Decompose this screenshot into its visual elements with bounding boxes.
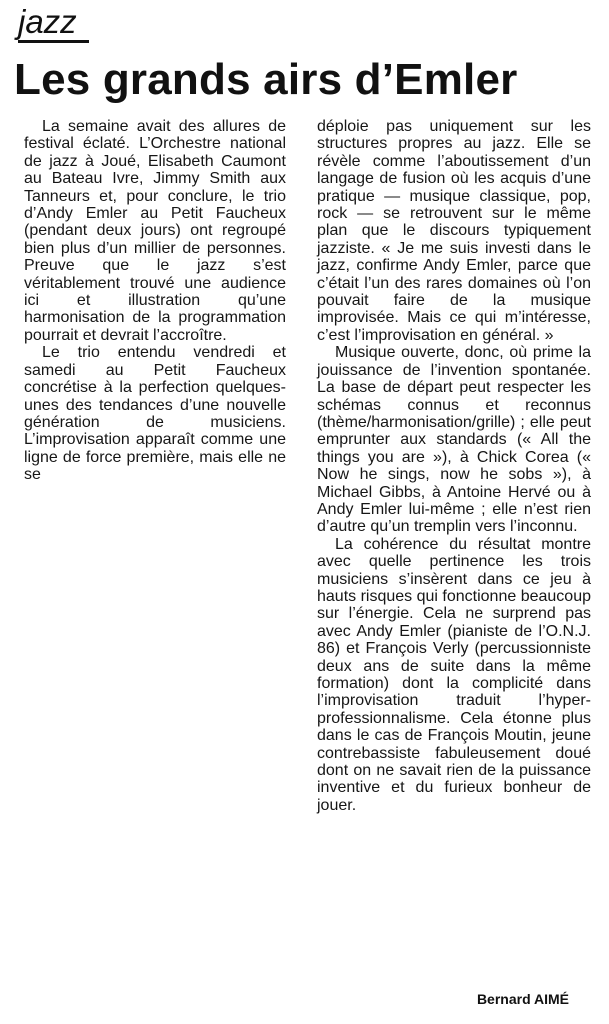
article-paragraph: La cohérence du résultat montre avec quelle pertinence les trois musiciens s’insèrent dans ce jeu à hauts risques qui fonctionne beaucoup sur l’énergie. Cela ne surprend pas avec Andy Emler (pianiste de l’O.N.J. 86) et François Verly (percussionniste deux ans de suite dans la même formation) dont la complicité dans l’improvisation traduit l’hyper-professionnalisme. Cela étonne plus dans le cas de François Moutin, jeune contrebassiste fabuleusement doué dont on ne savait rien de la puissance inventive et du furieux bonheur de jouer.	[317, 535, 591, 814]
article-column-right	[317, 118, 591, 814]
article-paragraph: Le trio entendu vendredi et samedi au Petit Faucheux concrétise à la perfection quelques-unes des tendances d’une nouvelle génération de musiciens. L’improvisation apparaît comme une ligne de force première, mais elle ne se	[24, 344, 286, 484]
section-rubric: jazz	[18, 3, 77, 40]
author-signature: Bernard AIMÉ	[476, 991, 569, 1007]
article-paragraph: La semaine avait des allures de festival éclaté. L’Orchestre national de jazz à Joué, Elisabeth Caumont au Bateau Ivre, Jimmy Smith aux Tanneurs et, pour conclure, le trio d’Andy Emler au Petit Faucheux (pendant deux jours) ont regroupé bien plus d’un millier de personnes. Preuve que le jazz s’est véritablement trouvé une audience ici et illustration qu’une harmonisation de la programmation pourrait et devrait l’accroître.	[24, 118, 286, 344]
article-column-left	[24, 118, 286, 484]
article-paragraph: déploie pas uniquement sur les structures propres au jazz. Elle se révèle comme l’aboutissement d’un langage de fusion où les acquis d’une pratique — musique classique, pop, rock — se retrouvent sur le même plan que le discours typiquement jazziste. « Je me suis investi dans le jazz, confirme Andy Emler, parce que c’était l’un des rares domaines où l’on pouvait faire de la musique improvisée. Mais ce qui m’intéresse, c’est l’improvisation en général. »	[317, 118, 591, 344]
rubric-underline	[18, 40, 89, 43]
article-headline: Les grands airs d’Emler	[14, 55, 518, 104]
article-paragraph: Musique ouverte, donc, où prime la jouissance de l’invention spontanée. La base de départ peut respecter les schémas connus et reconnus (thème/harmonisation/grille) ; elle peut emprunter aux standards (« All the things you are »), à Chick Corea (« Now he sings, now he sobs »), à Michael Gibbs, à Antoine Hervé ou à Andy Emler lui-même ; elle n’est rien d’autre qu’un tremplin vers l’inconnu.	[317, 344, 591, 536]
